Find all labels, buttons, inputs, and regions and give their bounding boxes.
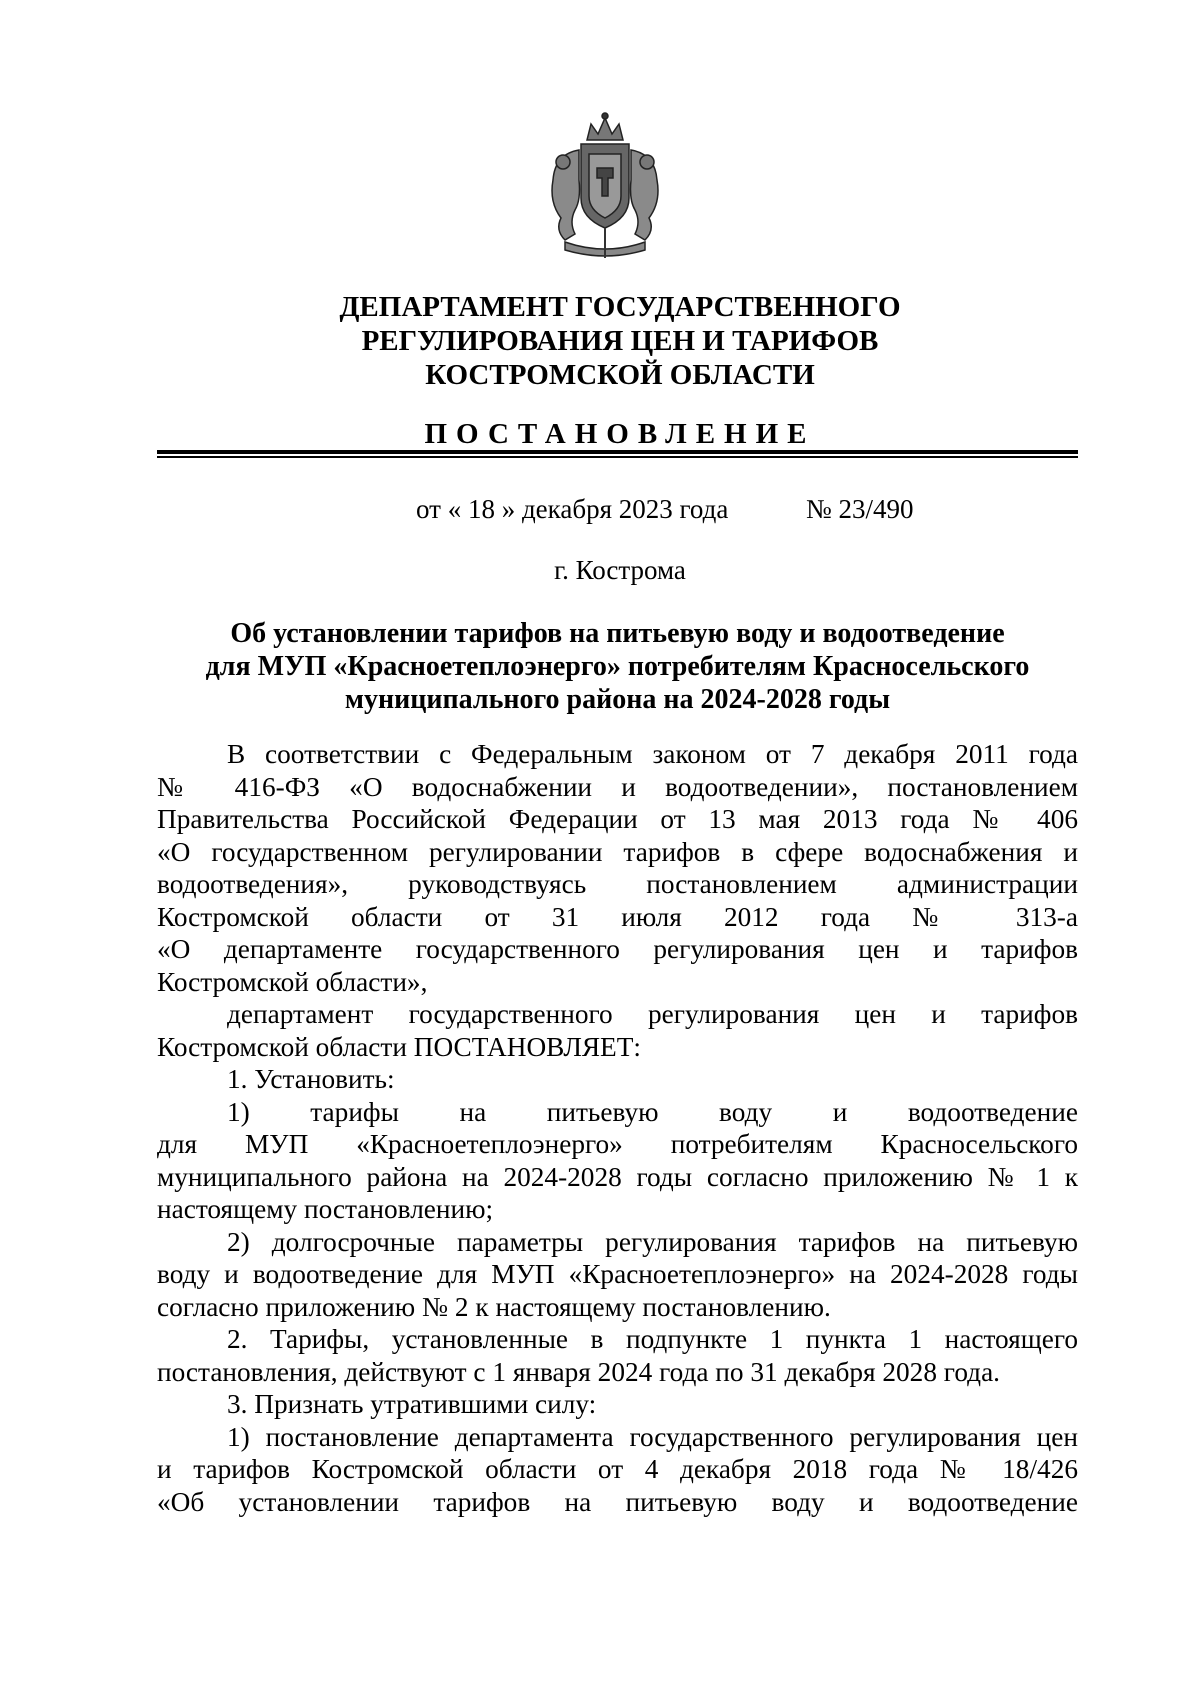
text-line: 3. Признать утратившими силу: — [227, 1389, 597, 1419]
resolves-paragraph — [157, 998, 1078, 1063]
text-line: 2. Тарифы, установленные в подпункте 1 пункта 1 настоящего — [227, 1324, 1078, 1354]
title-line: для МУП «Красноетеплоэнерго» потребителям Красносельского — [205, 651, 1030, 682]
text-line: Правительства Российской Федерации от 13 мая 2013 года № 406 — [157, 804, 1078, 834]
agency-line: ДЕПАРТАМЕНТ ГОСУДАРСТВЕННОГО — [339, 291, 901, 323]
item-1-2 — [157, 1226, 1078, 1324]
preamble-paragraph — [157, 738, 1078, 998]
document-body — [157, 738, 1078, 1518]
title-line: муниципального района на 2024-2028 годы — [344, 684, 891, 715]
text-line: «О государственном регулировании тарифов в сфере водоснабжения и — [157, 836, 1078, 867]
document-date: от « 18 » декабря 2023 года — [416, 494, 729, 524]
text-line: В соответствии с Федеральным законом от 7 декабря 2011 года — [227, 739, 1078, 769]
title-line: Об установлении тарифов на питьевую воду и водоотведение — [230, 618, 1005, 649]
agency-line: РЕГУЛИРОВАНИЯ ЦЕН И ТАРИФОВ — [361, 325, 879, 357]
document-number: № 23/490 — [806, 494, 914, 524]
text-line: муниципального района на 2024-2028 годы согласно приложению № 1 к — [157, 1161, 1078, 1192]
text-line: 1) постановление департамента государственного регулирования цен — [227, 1421, 1078, 1452]
coat-of-arms-icon — [535, 110, 675, 260]
header-divider — [157, 450, 1078, 454]
document-city: г. Кострома — [554, 555, 686, 585]
item-3-1 — [157, 1421, 1078, 1519]
document-title — [157, 617, 1078, 716]
text-line: Костромской области», — [157, 966, 428, 997]
item-1-heading — [157, 1063, 1078, 1096]
document-type: ПОСТАНОВЛЕНИЕ — [424, 418, 816, 450]
text-line: настоящему постановлению; — [157, 1194, 494, 1224]
text-line: «Об установлении тарифов на питьевую воду и водоотведение — [157, 1486, 1078, 1517]
text-line: № 416-ФЗ «О водоснабжении и водоотведении», постановлением — [157, 771, 1078, 802]
text-line: постановления, действуют с 1 января 2024 года по 31 декабря 2028 года. — [157, 1356, 1001, 1387]
agency-name — [0, 290, 1200, 392]
text-line: воду и водоотведение для МУП «Красноетеплоэнерго» на 2024-2028 годы — [157, 1259, 1078, 1289]
item-1-1 — [157, 1096, 1078, 1226]
text-line: 2) долгосрочные параметры регулирования тарифов на питьевую — [227, 1226, 1078, 1257]
text-line: «О департаменте государственного регулирования цен и тарифов — [157, 934, 1078, 964]
text-line: согласно приложению № 2 к настоящему постановлению. — [157, 1291, 831, 1322]
text-line: 1. Установить: — [227, 1064, 395, 1094]
text-line: Костромской области от 31 июля 2012 года № 313-а — [157, 901, 1078, 932]
text-line: департамент государственного регулирования цен и тарифов — [227, 999, 1078, 1029]
text-line: для МУП «Красноетеплоэнерго» потребителям Красносельского — [157, 1129, 1078, 1159]
text-line: 1) тарифы на питьевую воду и водоотведение — [227, 1096, 1078, 1127]
text-line: Костромской области ПОСТАНОВЛЯЕТ: — [157, 1031, 641, 1062]
text-line: и тарифов Костромской области от 4 декабря 2018 года № 18/426 — [157, 1454, 1078, 1484]
header-divider-thin — [157, 456, 1078, 458]
text-line: водоотведения», руководствуясь постановлением администрации — [157, 869, 1078, 899]
item-2 — [157, 1323, 1078, 1388]
item-3-heading — [157, 1388, 1078, 1421]
agency-line: КОСТРОМСКОЙ ОБЛАСТИ — [425, 359, 815, 391]
